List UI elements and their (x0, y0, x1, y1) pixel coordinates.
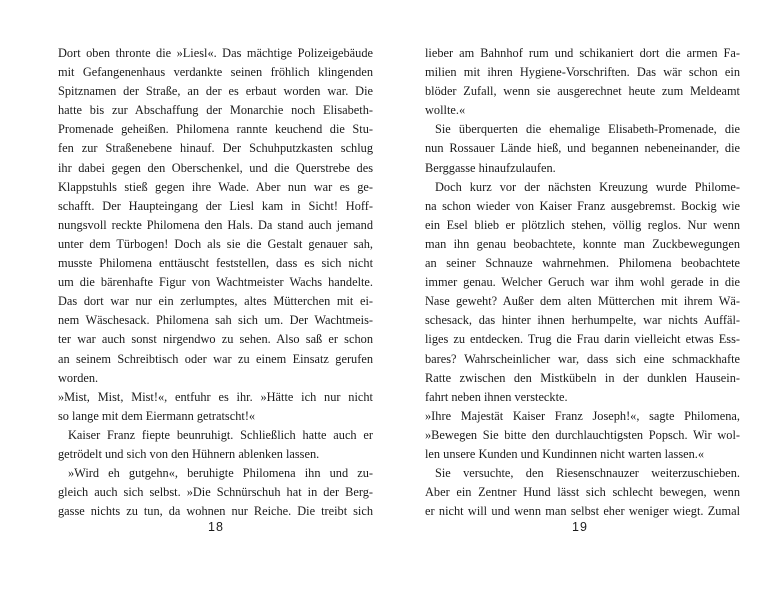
text-line: um die bärenhafte Figur von Wachtmeister Wachs handelte. (58, 275, 373, 290)
text-line: er nicht will und wenn man selbst eher weniger wiegt. Zumal (425, 504, 740, 519)
page-number-left: 18 (208, 520, 224, 534)
text-line: schesack, das hinter ihnen herhumpelte, war nichts Auffäl- (425, 313, 740, 328)
text-line: musste Philomena enttäuscht feststellen, dass es sich nicht (58, 256, 373, 271)
text-line: Nase geweht? Außer dem alten Mütterchen mit ihrem Wä- (425, 294, 740, 309)
text-line: lieber am Bahnhof rum und schikaniert dort die armen Fa- (425, 46, 740, 60)
text-line: unter dem Türbogen! Doch als sie die Gestalt genauer sah, (58, 236, 373, 251)
text-line: fahrt neben ihnen versteckte. (425, 389, 568, 404)
text-line: nungsvoll reckte Philomena den Hals. Da stand auch jemand (58, 217, 373, 232)
text-line: fen zur Straßenebene hinauf. Der Schuhputzkasten schlug (58, 141, 373, 156)
text-line: ein Esel blieb er plötzlich stehen, völlig reglos. Nur wenn (425, 217, 740, 232)
text-line: ihr dabei gegen den Oberschenkel, und die Querstrebe des (58, 160, 373, 175)
text-line: worden. (58, 370, 99, 385)
text-line: milien mit ihren Hygiene-Vorschriften. Das wär schon ein (425, 65, 740, 80)
text-line: »Bewegen Sie bitte den durchlauchtigsten Popsch. Wir wol- (425, 427, 740, 442)
right-page-text (425, 44, 740, 521)
text-line: an seiner Schnauze wahrnehmen. Philomena beobachtete (425, 256, 740, 271)
text-line: Promenade geheißen. Philomena rannte keuchend die Stu- (58, 122, 373, 137)
text-line: nem Wäschesack. Philomena sah sich um. Der Wachtmeis- (58, 313, 373, 328)
text-line: Kaiser Franz fiepte beunruhigt. Schließlich hatte auch er (68, 427, 373, 442)
text-line: immer genau. Welcher Geruch war ihm wohl gerade in die (425, 275, 740, 290)
text-line: schafft. Der Haupteingang der Liesl kam in Sicht! Hoff- (58, 198, 373, 213)
text-line: liges zu entdecken. Trug die Frau darin vielleicht etwas Ess- (425, 332, 740, 347)
text-line: »Wird eh gutgehn«, beruhigte Philomena ihn und zu- (68, 466, 373, 481)
text-line: so lange mit dem Eiermann getratscht!« (58, 408, 256, 423)
text-line: Doch kurz vor der nächsten Kreuzung wurde Philome- (435, 179, 740, 194)
text-line: wollte.« (425, 103, 466, 118)
text-line: gasse nichts zu tun, da wohnen nur Reiche. Die treibt sich (58, 504, 373, 519)
page-number-right: 19 (572, 520, 588, 534)
text-line: Berggasse hinaufzulaufen. (425, 160, 556, 175)
left-page-text (58, 44, 373, 521)
text-line: bares? Wahrscheinlicher war, dass sich eine schmackhafte (425, 351, 740, 366)
text-line: getrödelt und sich von den Hühnern ablenken lassen. (58, 446, 320, 461)
text-line: blöder Zufall, wenn sie ausgerechnet heute zum Meldeamt (425, 84, 740, 99)
text-line: Klappstuhls stieß gegen ihre Wade. Aber nun war es ge- (58, 179, 373, 194)
text-line: Ratte zwischen den Mistkübeln in der dunklen Hausein- (425, 370, 740, 385)
text-line: »Ihre Majestät Kaiser Franz Joseph!«, sagte Philomena, (425, 408, 740, 423)
text-line: Sie versuchte, den Riesenschnauzer weiterzuschieben. (435, 466, 740, 481)
text-line: Dort oben thronte die »Liesl«. Das mächtige Polizeigebäude (58, 46, 373, 60)
text-line: gleich auch sich selbst. »Die Schnürschuh hat in der Berg- (58, 485, 373, 500)
text-line: man ihn genau beobachtete, konnte man Zuckbewegungen (425, 236, 740, 251)
text-line: len unsere Kunden und Kundinnen nicht warten lassen.« (425, 446, 705, 461)
text-line: »Mist, Mist, Mist!«, entfuhr es ihr. »Hätte ich nur nicht (58, 389, 373, 404)
text-line: Sie überquerten die ehemalige Elisabeth-Promenade, die (435, 122, 740, 137)
text-line: hatte bis zur Abschaffung der Monarchie noch Elisabeth- (58, 103, 373, 118)
text-line: Aber ein Zentner Hund lässt sich schlecht bewegen, wenn (425, 485, 740, 500)
text-line: Das dort war nur ein zerlumptes, altes Mütterchen mit ei- (58, 294, 373, 309)
text-line: nun Rossauer Lände hieß, und begannen nebeneinander, die (425, 141, 740, 156)
text-line: ter war auch sonst nirgendwo zu sehen. Also saß er schon (58, 332, 373, 347)
text-line: an seinem Schreibtisch oder war zu einem Einsatz gerufen (58, 351, 373, 366)
text-line: Spitznamen der Straße, an der es erbaut worden war. Die (58, 84, 373, 99)
text-line: mit Gefangenenhaus verdankte seinen fröhlich klingenden (58, 65, 373, 80)
text-line: na schon wieder von Kaiser Franz ausgebremst. Bockig wie (425, 198, 740, 213)
